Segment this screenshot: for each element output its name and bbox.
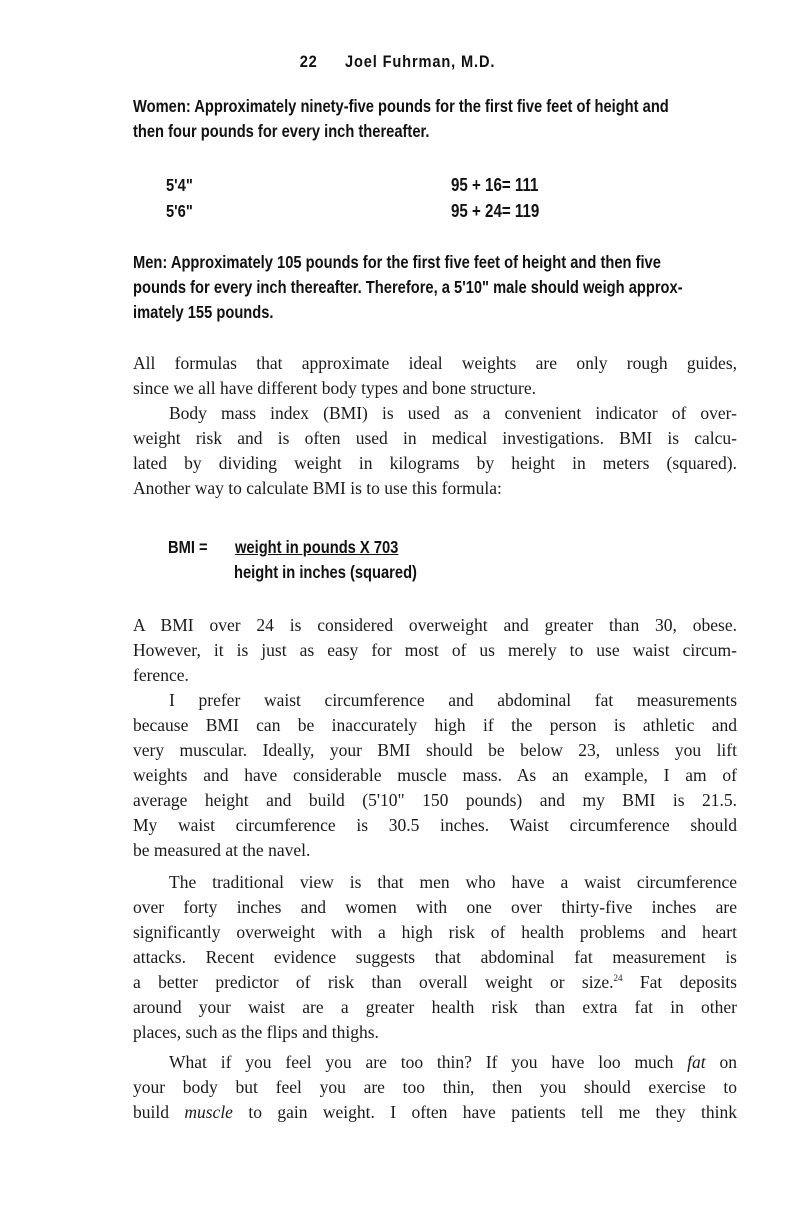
para4-line-1: I prefer waist circumference and abdominal fat measurements xyxy=(169,690,737,710)
para6-line-1: What if you feel you are too thin? If you have loo much fat on xyxy=(169,1052,737,1072)
para5-line-4: attacks. Recent evidence suggests that abdominal fat measurement is xyxy=(133,947,737,967)
citation-marker: 24 xyxy=(613,973,623,984)
women-calc-1: 95 + 16= 111 xyxy=(451,175,539,195)
para4-line-4: weights and have considerable muscle mass. As an example, I am of xyxy=(133,765,737,785)
running-header xyxy=(56,52,740,72)
para3-line-1: A BMI over 24 is considered overweight and greater than 30, obese. xyxy=(133,615,737,635)
para6-line-3: build muscle to gain weight. I often have patients tell me they think xyxy=(133,1102,737,1122)
para4-line-2: because BMI can be inaccurately high if the person is athletic and xyxy=(133,715,737,735)
para1-line-2: since we all have different body types and bone structure. xyxy=(133,378,537,398)
men-line-2: pounds for every inch thereafter. Therefore, a 5'10" male should weigh approx- xyxy=(133,277,683,297)
bmi-numerator: weight in pounds X 703 xyxy=(235,537,399,557)
men-formula-text xyxy=(133,250,733,325)
para5-line-6: around your waist are a greater health risk than extra fat in other xyxy=(133,997,737,1017)
women-line-2: then four pounds for every inch thereafter. xyxy=(133,121,430,141)
women-formula-text xyxy=(133,94,733,144)
para2-line-2: weight risk and is often used in medical investigations. BMI is calcu- xyxy=(133,428,737,448)
women-calc-2: 95 + 24= 119 xyxy=(451,201,540,221)
para6-line-2: your body but feel you are too thin, then you should exercise to xyxy=(133,1077,737,1097)
para5-line-2: over forty inches and women with one over thirty-five inches are xyxy=(133,897,737,917)
para2-line-3: lated by dividing weight in kilograms by height in meters (squared). xyxy=(133,453,737,473)
women-height-1: 5'4" xyxy=(166,175,193,195)
para4-line-6: My waist circumference is 30.5 inches. Waist circumference should xyxy=(133,815,737,835)
body-text-para5 xyxy=(133,870,737,1045)
body-text-para6 xyxy=(133,1050,737,1125)
para5-line-7: places, such as the flips and thighs. xyxy=(133,1022,379,1042)
para4-line-7: be measured at the navel. xyxy=(133,840,311,860)
para2-line-4: Another way to calculate BMI is to use this formula: xyxy=(133,478,502,498)
bmi-denominator: height in inches (squared) xyxy=(234,562,417,582)
para5-line-3: significantly overweight with a high risk of health problems and heart xyxy=(133,922,737,942)
para2-line-1: Body mass index (BMI) is used as a convenient indicator of over- xyxy=(169,403,737,423)
body-text-middle xyxy=(133,613,737,863)
women-height-2: 5'6" xyxy=(166,201,193,221)
para5-line-5: a better predictor of risk than overall weight or size.$^{24}$ Fat deposits xyxy=(133,972,737,992)
page-number: 22 xyxy=(299,52,318,71)
men-line-3: imately 155 pounds. xyxy=(133,302,274,322)
author-name: Joel Fuhrman, M.D. xyxy=(344,52,496,71)
body-text-top xyxy=(133,351,737,501)
para4-line-5: average height and build (5'10" 150 pounds) and my BMI is 21.5. xyxy=(133,790,737,810)
para4-line-3: very muscular. Ideally, your BMI should be below 23, unless you lift xyxy=(133,740,737,760)
men-line-1: Men: Approximately 105 pounds for the first five feet of height and then five xyxy=(133,252,661,272)
women-line-1: Women: Approximately ninety-five pounds for the first five feet of height and xyxy=(133,96,669,116)
para3-line-2: However, it is just as easy for most of us merely to use waist circum- xyxy=(133,640,737,660)
para1-line-1: All formulas that approximate ideal weights are only rough guides, xyxy=(133,353,737,373)
para5-line-1: The traditional view is that men who have a waist circumference xyxy=(169,872,737,892)
para3-line-3: ference. xyxy=(133,665,189,685)
bmi-label: BMI = xyxy=(168,537,208,557)
